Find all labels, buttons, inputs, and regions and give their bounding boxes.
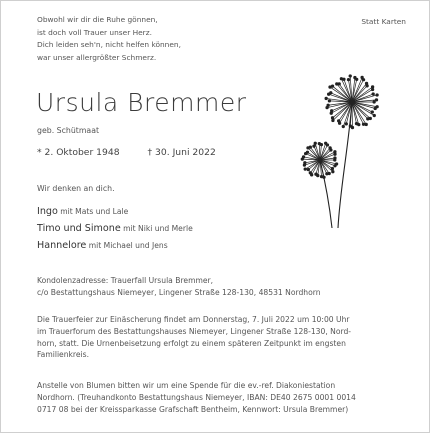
family-line	[37, 221, 193, 238]
spende-line: Nordhorn. (Treuhandkonto Bestattungshaus Niemeyer, IBAN: DE40 2675 0001 0014	[37, 392, 356, 402]
kondolenz-line: Kondolenzadresse: Trauerfall Ursula Bremmer,	[37, 276, 214, 285]
poem	[37, 14, 181, 64]
trauerfeier-line: horn, statt. Die Urnenbeisetzung erfolgt zu einem späteren Zeitpunkt im engsten	[37, 338, 346, 348]
family-main: Hannelore	[37, 239, 87, 251]
life-dates	[37, 147, 216, 158]
dandelion-center	[349, 99, 354, 104]
spende-line: Anstelle von Blumen bitten wir um eine Spende für die ev.-ref. Diakoniestation	[37, 381, 336, 390]
spende-line: 0717 08 bei der Kreissparkasse Grafschaft Bentheim, Kennwort: Ursula Bremmer)	[37, 404, 349, 414]
maiden-name: geb. Schütmaat	[37, 126, 100, 135]
kondolenz-line: c/o Bestattungshaus Niemeyer, Lingener Straße 128-130, 48531 Nordhorn	[37, 287, 321, 297]
poem-line: Dich leiden seh'n, nicht helfen können,	[37, 40, 181, 50]
family-rest: mit Mats und Lale	[57, 207, 129, 216]
family-rest: mit Michael und Jens	[86, 240, 168, 250]
poem-line: Obwohl wir dir die Ruhe gönnen,	[37, 15, 158, 24]
family-line	[37, 238, 193, 255]
statt-karten: Statt Karten	[361, 17, 406, 26]
trauerfeier-line: im Trauerforum des Bestattungshauses Niemeyer, Lingener Straße 128-130, Nord-	[37, 326, 352, 336]
kondolenz-block	[37, 275, 407, 299]
trauerfeier-block	[37, 314, 407, 361]
trauerfeier-line: Familienkreis.	[37, 350, 90, 360]
trauerfeier-line: Die Trauerfeier zur Einäscherung findet am Donnerstag, 7. Juli 2022 um 10:00 Uhr	[37, 315, 350, 324]
birth-date: * 2. Oktober 1948	[37, 147, 120, 158]
family-rest: mit Niki und Merle	[120, 223, 193, 233]
family-list	[37, 204, 193, 254]
wir-denken-text: Wir denken an dich.	[37, 184, 115, 193]
deceased-name: Ursula Bremmer	[36, 88, 247, 117]
poem-line: war unser allergrößter Schmerz.	[37, 52, 157, 62]
family-main: Timo und Simone	[37, 222, 121, 234]
dandelion-illustration	[290, 60, 400, 230]
spende-block	[37, 380, 407, 415]
death-date: † 30. Juni 2022	[147, 147, 216, 158]
family-line	[37, 204, 193, 221]
poem-line: ist doch voll Trauer unser Herz.	[37, 27, 152, 37]
dandelion-center	[318, 158, 322, 162]
family-main: Ingo	[37, 206, 58, 217]
